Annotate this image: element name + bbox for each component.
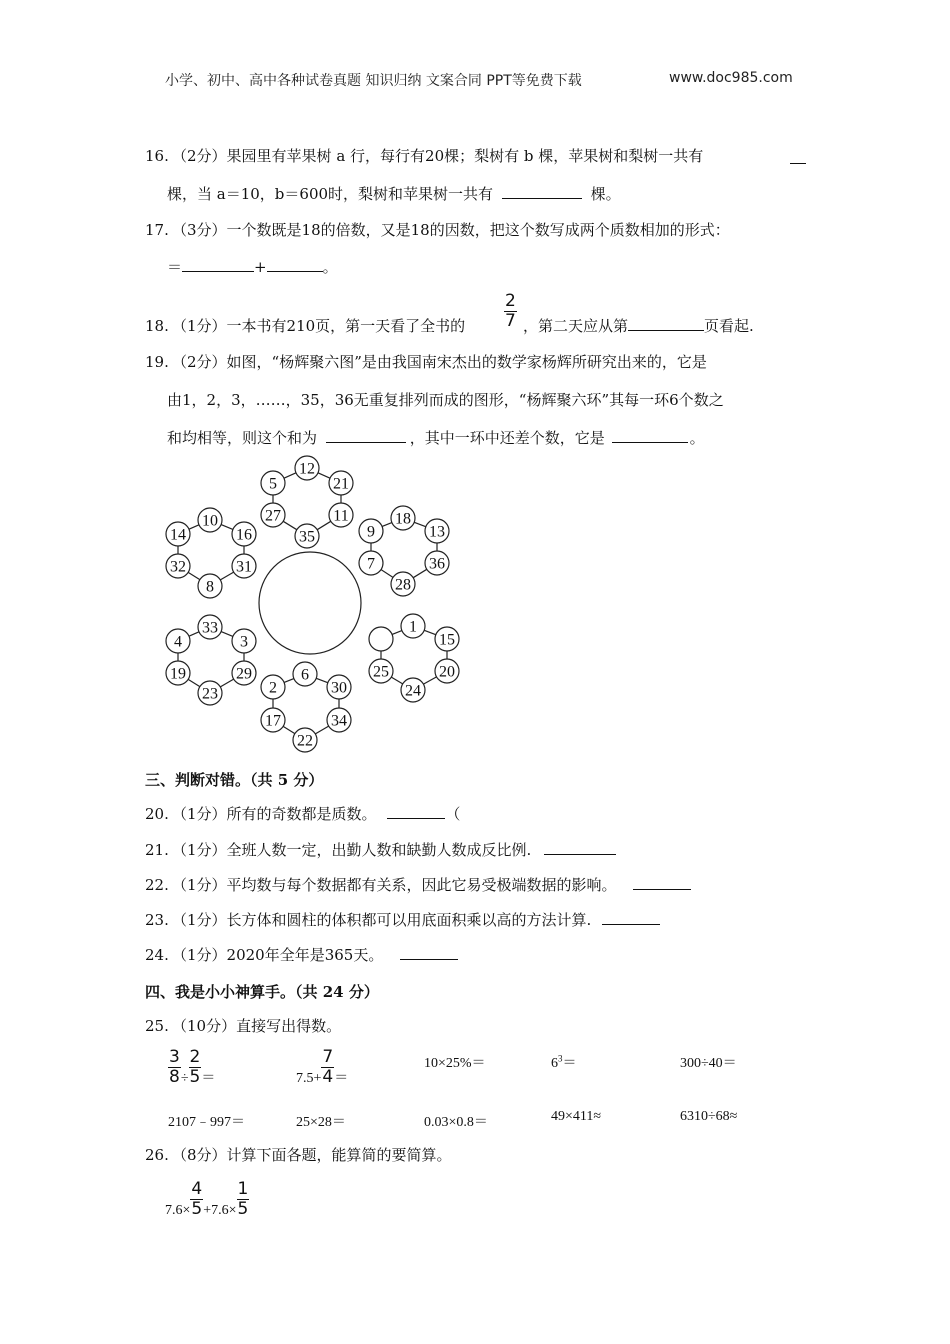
q24-number: 24. [145,946,169,964]
q23-blank[interactable] [602,910,660,925]
q17-blank-1[interactable] [182,257,254,272]
ring-connector [220,679,233,687]
q23-text: （1分）长方体和圆柱的体积都可以用底面积乘以高的方法计算. [172,911,592,929]
q16-line2 [167,184,621,204]
q26-expression [165,1180,249,1219]
number-node-label: 33 [202,619,218,637]
q16-line2-end: 棵。 [590,185,621,203]
ring-connector [221,632,233,637]
q18-text-c: 页看起. [704,317,754,335]
ring-connector [315,726,328,734]
number-node-label: 18 [395,510,411,528]
q25-d-eq: ＝ [562,1056,577,1071]
q25-item-g: 25×28＝ [296,1115,346,1130]
q17-blank-2[interactable] [267,257,323,272]
q21-text: （1分）全班人数一定，出勤人数和缺勤人数成反比例. [172,841,532,859]
number-node-label: 31 [236,558,252,576]
q25-item-a [168,1048,215,1087]
q25-a-den2: 5 [189,1067,201,1087]
q25-b-prefix: 7.5+ [296,1071,322,1086]
q20-number: 20. [145,805,169,823]
number-node-label: 19 [170,665,186,683]
number-node-label: 23 [202,685,218,703]
number-node-label: 27 [265,507,281,525]
q19-line2: 由1，2，3，……，35，36无重复排列而成的图形，“杨辉聚六环”其每一环6个数之 [167,391,724,409]
ring-connector [221,525,233,530]
q21-number: 21. [145,841,169,859]
ring-connector [424,630,436,634]
q16-number: 16. [145,147,169,165]
number-node-label: 20 [439,663,455,681]
q19-line3-text-b: ，其中一环中还差个数，它是 [409,429,605,447]
q19-line3-end: 。 [689,429,705,447]
ring-connector [414,522,426,526]
number-node-label: 32 [170,558,186,576]
q16-blank-2[interactable] [502,184,582,199]
number-node-label: 24 [405,682,421,700]
number-node-label: 12 [299,460,315,478]
q26-den1: 5 [191,1199,203,1219]
ring-connector [189,525,199,529]
q26-text: （8分）计算下面各题，能算简的要简算。 [172,1146,452,1164]
ring-connector [317,521,331,529]
q20-blank[interactable] [387,804,445,819]
ring-connector [188,679,200,686]
q26-den2: 5 [237,1199,249,1219]
header-site-link[interactable]: www.doc985.com [669,70,793,86]
q25-b-den: 4 [322,1067,334,1087]
number-node-label: 22 [297,732,313,750]
q17-number: 17. [145,221,169,239]
q26-term-a: 7.6× [165,1203,191,1218]
ring-connector [220,572,233,580]
q25-a-den1: 8 [169,1067,180,1087]
q26-num2: 1 [237,1179,249,1199]
q18-fraction-numerator: 2 [505,291,516,311]
number-node-label: 5 [269,475,277,493]
q25-item-i: 49×411≈ [551,1109,602,1124]
q25-item-c: 10×25%＝ [424,1056,486,1071]
q18-fraction [504,292,517,331]
q25-item-h: 0.03×0.8＝ [424,1115,488,1130]
ring-connector [188,572,200,579]
number-node-label: 1 [409,618,417,636]
number-node-label: 17 [265,712,281,730]
ring-connector [391,677,402,684]
number-node-label: 25 [373,663,389,681]
header-banner: 小学、初中、高中各种试卷真题 知识归纳 文案合同 PPT等免费下载 [165,73,582,89]
number-node-label: 30 [331,679,347,697]
q19-line3-text-a: 和均相等，则这个和为 [167,429,318,447]
q22-blank[interactable] [633,875,691,890]
ring-connector [284,473,296,478]
number-node-label: 16 [236,526,252,544]
number-node-label: 10 [202,512,218,530]
q20-tail: （ [445,805,461,823]
q16-line2-text: 棵，当 a＝10，b＝600时，梨树和苹果树一共有 [167,185,494,203]
q25-text: （10分）直接写出得数。 [172,1017,342,1035]
number-node-label: 21 [333,475,349,493]
q23-number: 23. [145,911,169,929]
q25-item-d [551,1052,577,1072]
q16-blank-1[interactable] [790,149,806,164]
yanghui-hexagon-figure [155,448,475,758]
q18-fraction-denominator: 7 [505,311,516,331]
q22-text: （1分）平均数与每个数据都有关系，因此它易受极端数据的影响。 [172,876,617,894]
q25-a-num1: 3 [169,1047,180,1067]
number-node-label: 2 [269,679,277,697]
number-node-label: 13 [429,523,445,541]
q20-text: （1分）所有的奇数都是质数。 [172,805,377,823]
q18-blank[interactable] [628,316,704,331]
q17-equals: ＝ [167,258,183,276]
number-node-label: 36 [429,555,445,573]
number-node-label: 15 [439,631,455,649]
q25-item-b [296,1048,348,1087]
q19-blank-2[interactable] [612,428,688,443]
ring-connector [392,631,402,635]
number-node-label: 9 [367,523,375,541]
q17-end: 。 [322,258,338,276]
number-node-label: 29 [236,665,252,683]
q26-num1: 4 [191,1179,203,1199]
section-4-title: 四、我是小小神算手。（共 24 分） [145,983,379,1001]
q25-a-num2: 2 [189,1047,201,1067]
empty-number-node[interactable] [369,627,393,651]
number-node-label: 34 [331,712,347,730]
q16-line1: （2分）果园里有苹果树 a 行，每行有20棵；梨树有 b 棵，苹果树和梨树一共有 [172,147,704,165]
q25-b-eq: ＝ [334,1071,349,1086]
ring-connector [381,570,393,578]
number-node-label: 6 [301,666,309,684]
q22-number: 22. [145,876,169,894]
q25-number: 25. [145,1017,169,1035]
q19-number: 19. [145,353,169,371]
q26-term-b: +7.6× [203,1203,237,1218]
number-node-label: 11 [333,507,349,525]
q17-line1: （3分）一个数既是18的倍数，又是18的因数，把这个数写成两个质数相加的形式： [172,221,730,239]
q25-a-eq: ＝ [201,1071,216,1086]
q18-text-a: （1分）一本书有210页，第一天看了全书的 [172,317,466,335]
q18-text-b: ，第二天应从第 [523,317,629,335]
ring-connector [423,677,436,684]
q25-d-base: 6 [551,1056,558,1071]
q25-item-j: 6310÷68≈ [680,1109,738,1124]
q18-number: 18. [145,317,169,335]
q25-b-num: 7 [322,1047,334,1067]
center-circle [259,552,361,654]
ring-connector [382,523,392,527]
number-node-label: 3 [240,633,248,651]
number-node-label: 8 [206,578,214,596]
q25-item-f: 2107﹣997＝ [168,1115,245,1130]
section-3-title: 三、判断对错。（共 5 分） [145,771,324,789]
ring-connector [413,569,427,577]
number-node-label: 7 [367,555,375,573]
q25-d-exponent: 3 [558,1053,563,1064]
number-node-label: 35 [299,528,315,546]
q19-line1: （2分）如图，“杨辉聚六图”是由我国南宋杰出的数学家杨辉所研究出来的，它是 [172,353,707,371]
ring-connector [283,521,297,529]
ring-connector [284,679,294,683]
ring-connector [189,632,199,636]
ring-connector [283,726,295,733]
number-node-label: 14 [170,526,186,544]
q19-blank-1[interactable] [326,428,406,443]
ring-connector [316,678,328,682]
q17-line2 [167,257,338,277]
number-node-label: 28 [395,576,411,594]
q24-blank[interactable] [400,945,458,960]
q21-blank[interactable] [544,840,616,855]
q17-plus: + [254,258,267,276]
q24-text: （1分）2020年全年是365天。 [172,946,384,964]
q25-a-op: ÷ [180,1071,189,1086]
q25-item-e: 300÷40＝ [680,1056,737,1071]
number-node-label: 4 [174,633,182,651]
q26-number: 26. [145,1146,169,1164]
ring-connector [318,473,330,478]
q19-line3 [167,428,705,448]
